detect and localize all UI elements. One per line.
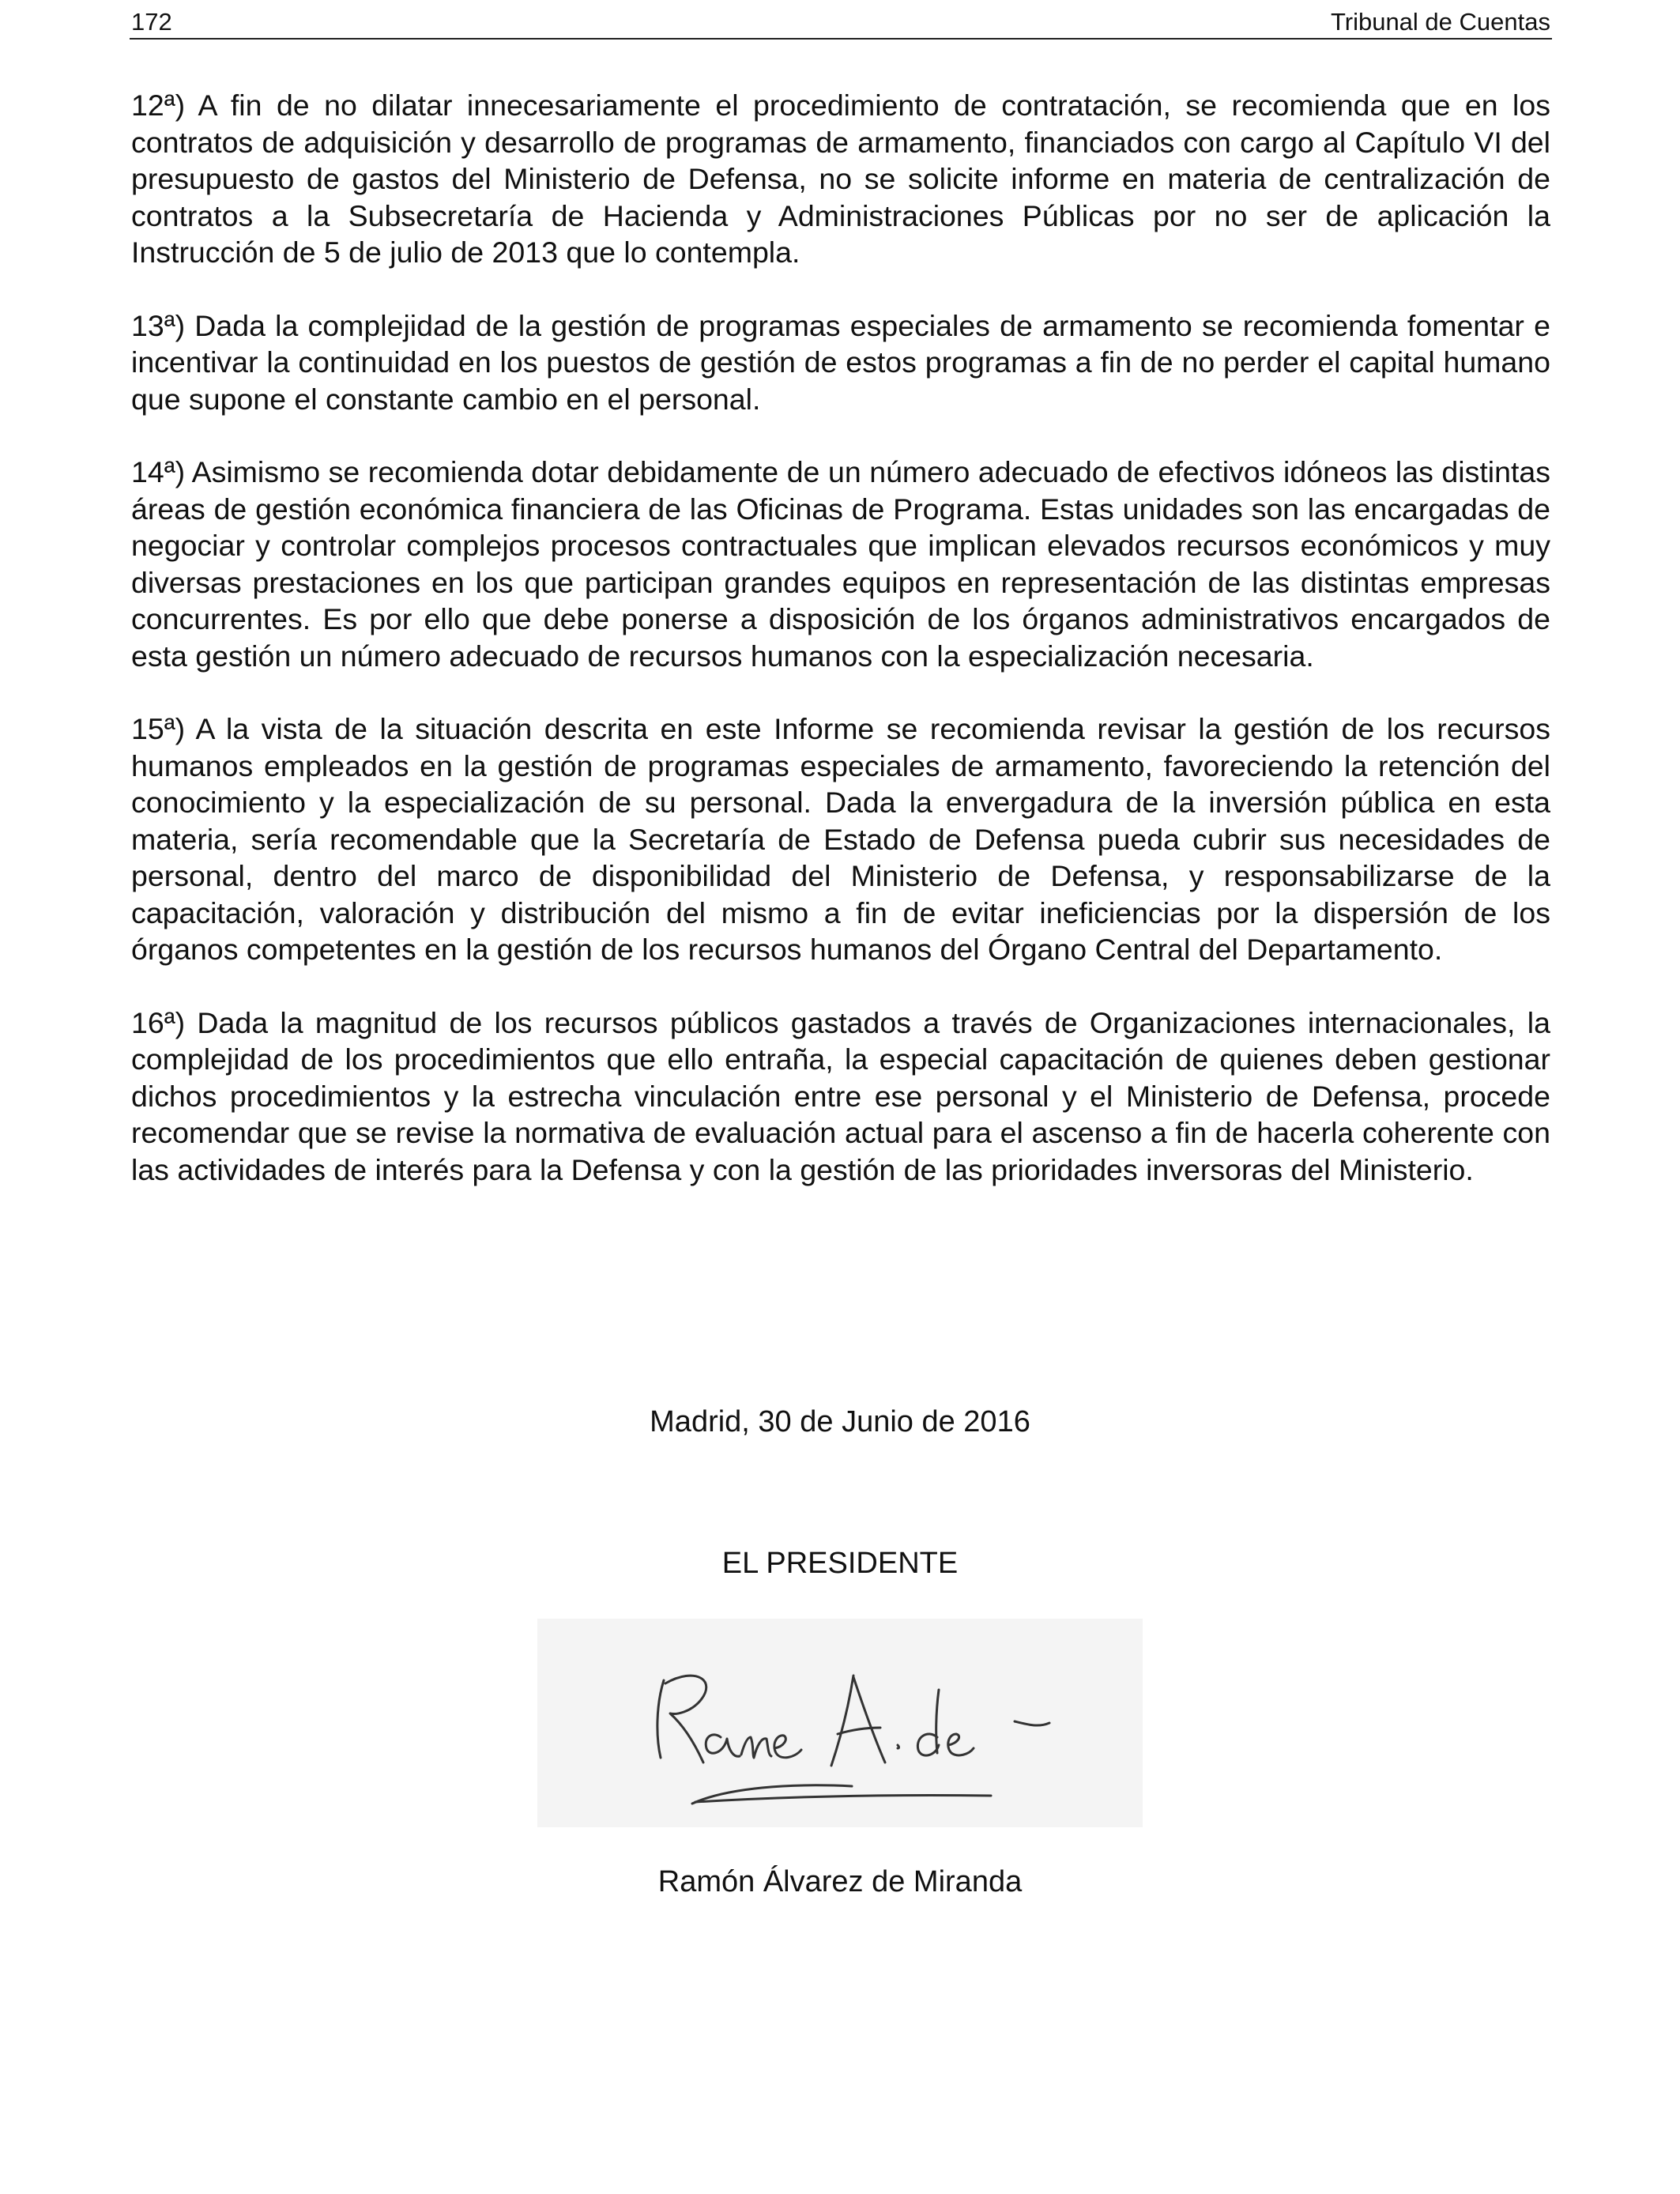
date-line: Madrid, 30 de Junio de 2016 [650,1405,1030,1438]
recommendation-14: 14ª) Asimismo se recomienda dotar debidamente de un número adecuado de efectivos idóneos las distintas áreas de gestión económica financiera de las Oficinas de Programa. Estas unidades son las encargadas de negociar y controlar complejos procesos contractuales que implican elevados recursos económicos y muy diversas prestaciones en los que participan grandes equipos en representación de las distintas empresas concurrentes. Es por ello que debe ponerse a disposición de los órganos administrativos encargados de esta gestión un número adecuado de recursos humanos con la especialización necesaria. [131,455,1550,673]
recommendations-body [131,87,1550,1224]
recommendation-15: 15ª) A la vista de la situación descrita en este Informe se recomienda revisar la gestión de los recursos humanos empleados en la gestión de programas especiales de armamento, favoreciendo la retención del conocimiento y la especialización de su personal. Dada la envergadura de la inversión pública en esta materia, sería recomendable que la Secretaría de Estado de Defensa pueda cubrir sus necesidades de personal, dentro del marco de disponibilidad del Ministerio de Defensa, y responsabilizarse de la capacitación, valoración y distribución del mismo a fin de evitar ineficiencias por la dispersión de los órganos competentes en la gestión de los recursos humanos del Órgano Central del Departamento. [131,712,1550,966]
recommendation-12: 12ª) A fin de no dilatar innecesariamente el procedimiento de contratación, se recomienda que en los contratos de adquisición y desarrollo de programas de armamento, financiados con cargo al Capítulo VI del presupuesto de gastos del Ministerio de Defensa, no se solicite informe en materia de centralización de contratos a la Subsecretaría de Hacienda y Administraciones Públicas por no ser de aplicación la Instrucción de 5 de julio de 2013 que lo contempla. [131,89,1550,269]
signature-image [537,1619,1143,1827]
handwritten-signature [537,1619,1143,1827]
running-head: Tribunal de Cuentas [1330,8,1550,36]
page-header [130,6,1552,40]
signer-role: EL PRESIDENTE [721,1547,959,1580]
signer-name: Ramón Álvarez de Miranda [657,1865,1023,1898]
recommendation-13: 13ª) Dada la complejidad de la gestión de programas especiales de armamento se recomienda fomentar e incentivar la continuidad en los puestos de gestión de estos programas a fin de no perder el capital humano que supone el constante cambio en el personal. [131,308,1550,416]
page-number: 172 [131,8,172,36]
recommendation-16: 16ª) Dada la magnitud de los recursos públicos gastados a través de Organizaciones internacionales, la complejidad de los procedimientos que ello entraña, la especial capacitación de quienes deben gestionar dichos procedimientos y la estrecha vinculación entre ese personal y el Ministerio de Defensa, procede recomendar que se revise la normativa de evaluación actual para el ascenso a fin de hacerla coherente con las actividades de interés para la Defensa y con la gestión de las prioridades inversoras del Ministerio. [131,1005,1550,1186]
